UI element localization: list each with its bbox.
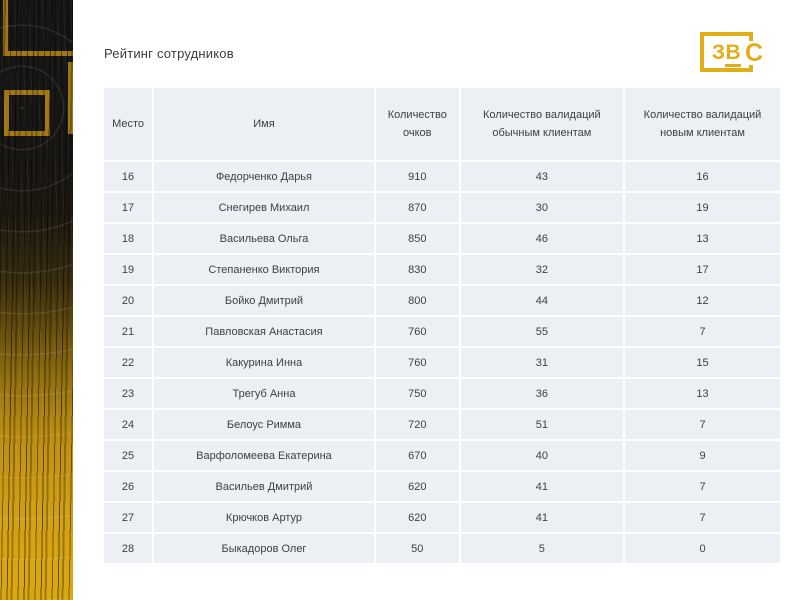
table-cell: 20 [104,286,152,315]
table-cell: Васильева Ольга [154,224,374,253]
table-cell: 26 [104,472,152,501]
table-cell: 44 [461,286,623,315]
table-cell: 9 [625,441,780,470]
table-row [104,441,780,470]
table-cell: 51 [461,410,623,439]
wood-grain-overlay [0,0,73,600]
table-cell: 22 [104,348,152,377]
table-cell: 7 [625,503,780,532]
table-cell: 46 [461,224,623,253]
table-cell: 18 [104,224,152,253]
table-cell: 720 [376,410,459,439]
table-cell: 17 [625,255,780,284]
table-cell: 31 [461,348,623,377]
table-cell: 27 [104,503,152,532]
table-row [104,379,780,408]
table-cell: 16 [104,162,152,191]
table-cell: 12 [625,286,780,315]
page-title: Рейтинг сотрудников [104,46,234,61]
table-cell: 28 [104,534,152,563]
table-cell: 750 [376,379,459,408]
table-row [104,503,780,532]
column-header-0: Место [104,88,152,160]
table-cell: Федорченко Дарья [154,162,374,191]
employee-rating-table [102,86,782,565]
table-row [104,534,780,563]
table-body [104,162,780,563]
table-cell: 620 [376,503,459,532]
table-cell: 620 [376,472,459,501]
table-row [104,162,780,191]
table-cell: 850 [376,224,459,253]
column-header-2: Количество очков [376,88,459,160]
column-header-1: Имя [154,88,374,160]
table-cell: 32 [461,255,623,284]
logo-letter-z: З [711,40,726,64]
table-cell: Белоус Римма [154,410,374,439]
table-cell: Крючков Артур [154,503,374,532]
table-row [104,286,780,315]
table-cell: 870 [376,193,459,222]
table-cell: 0 [625,534,780,563]
table-cell: Быкадоров Олег [154,534,374,563]
table-cell: 23 [104,379,152,408]
wood-texture-sidebar [0,0,73,600]
table-cell: 800 [376,286,459,315]
table-cell: 40 [461,441,623,470]
table-cell: 7 [625,410,780,439]
table-cell: 17 [104,193,152,222]
table-row [104,472,780,501]
table-row [104,193,780,222]
table-cell: Павловская Анастасия [154,317,374,346]
table-cell: 43 [461,162,623,191]
table-cell: 13 [625,224,780,253]
table-cell: Трегуб Анна [154,379,374,408]
table-cell: Варфоломеева Екатерина [154,441,374,470]
header-row [104,88,780,160]
table-cell: 830 [376,255,459,284]
table-row [104,255,780,284]
table-cell: 36 [461,379,623,408]
table-cell: 760 [376,348,459,377]
table-cell: 16 [625,162,780,191]
table-cell: 21 [104,317,152,346]
table-cell: 13 [625,379,780,408]
column-header-3: Количество валидаций обычным клиентам [461,88,623,160]
column-header-4: Количество валидаций новым клиентам [625,88,780,160]
table-cell: 30 [461,193,623,222]
table-cell: 50 [376,534,459,563]
table-cell: 41 [461,503,623,532]
logo-letter-v-underlined: В [725,41,741,67]
table-cell: 5 [461,534,623,563]
table-row [104,410,780,439]
table-cell: 25 [104,441,152,470]
table-cell: Степаненко Виктория [154,255,374,284]
table-row [104,348,780,377]
table-cell: 15 [625,348,780,377]
table-cell: 910 [376,162,459,191]
table-cell: Какурина Инна [154,348,374,377]
table-row [104,224,780,253]
table-cell: Васильев Дмитрий [154,472,374,501]
logo-letter-s: С [745,39,764,67]
table-cell: Снегирев Михаил [154,193,374,222]
table-cell: 41 [461,472,623,501]
table-cell: 55 [461,317,623,346]
table-cell: 24 [104,410,152,439]
table-cell: 19 [104,255,152,284]
logo-letters [712,42,741,63]
brand-logo [700,32,778,74]
table-cell: 7 [625,317,780,346]
table-cell: 670 [376,441,459,470]
table-row [104,317,780,346]
table-cell: Бойко Дмитрий [154,286,374,315]
table-cell: 760 [376,317,459,346]
table-cell: 19 [625,193,780,222]
table-cell: 7 [625,472,780,501]
